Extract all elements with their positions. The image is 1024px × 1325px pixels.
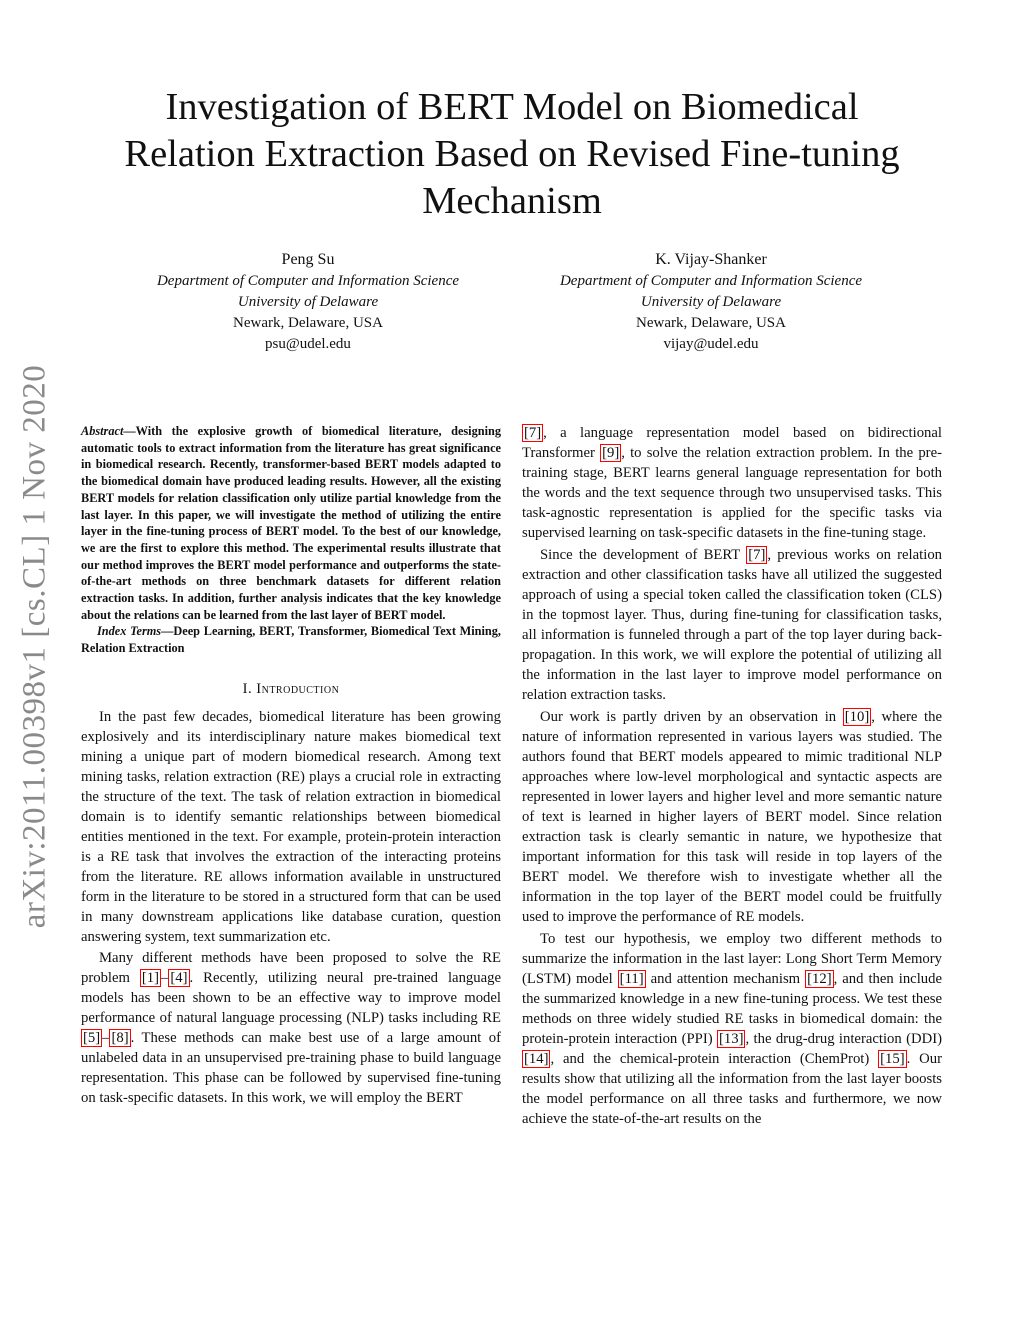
author-name: Peng Su (281, 251, 335, 268)
text-run: – (102, 1029, 110, 1046)
text-run: Many different methods have been proposed to solve the RE problem (81, 949, 501, 986)
index-terms-label: Index Terms (97, 624, 162, 639)
author-department: Department of Computer and Information Science (156, 273, 460, 289)
author-block-2 (521, 248, 901, 355)
author-university: University of Delaware (237, 294, 379, 310)
right-paragraph-3 (522, 707, 942, 927)
right-paragraph-1 (522, 423, 942, 543)
text-run: and attention mechanism (645, 971, 806, 987)
title-line-2: Relation Extraction Based on Revised Fine-tuning (124, 133, 900, 175)
right-paragraph-4 (522, 929, 942, 1129)
text-run: . These methods can make best use of a large amount of unlabeled data in an unsupervised pre-training phase to build language representation. This phase can be followed by supervised fine-tuning on task-specific datasets. In this work, we will employ the BERT (81, 1029, 501, 1106)
text-run: , where the nature of information represented in various layers was studied. The authors found that BERT models appeared to mimic traditional NLP approaches where low-level morphological and syntactic aspects are represented in lower layers and higher level and more semantic nature of text is learned in higher layers of BERT model. Since relation extraction task is clearly semantic in nature, we hypothesize that important information for this task will reside in top layers of the BERT model. We therefore wish to investigate whether all the information in the top layer of the BERT model could be fruitfully used to improve the performance of RE models. (522, 709, 943, 925)
author-department: Department of Computer and Information Science (559, 273, 863, 289)
citation-link[interactable]: [11] (619, 971, 644, 987)
author-email: psu@udel.edu (265, 336, 351, 352)
citation-link[interactable]: [8] (111, 1029, 129, 1046)
index-terms-text: —Deep Learning, BERT, Transformer, Biomedical Text Mining, Relation Extraction (81, 624, 501, 656)
right-column (522, 423, 942, 1129)
author-university: University of Delaware (640, 294, 782, 310)
right-paragraph-2 (522, 545, 942, 705)
intro-paragraph-2 (81, 948, 501, 1108)
citation-link[interactable]: [7] (748, 547, 766, 563)
citation-link[interactable]: [13] (719, 1031, 744, 1047)
abstract (81, 423, 501, 623)
text-run: Our work is partly driven by an observation in (540, 709, 843, 725)
text-run: , a language representation model based on bidirectional Transformer (522, 425, 942, 461)
text-run: To test our hypothesis, we employ two different methods to summarize the information in the last layer: Long Short Term Memory (LSTM) model (522, 931, 942, 987)
text-run: . Our results show that utilizing all the information from the last layer boosts the model performance on all three tasks and furthermore, we now achieve the state-of-the-art results on the (522, 1051, 943, 1127)
arxiv-stamp-text: arXiv:2011.00398v1 [cs.CL] 1 Nov 2020 (16, 364, 53, 928)
abstract-label: Abstract (81, 424, 124, 438)
citation-link[interactable]: [15] (880, 1051, 905, 1067)
left-column (81, 423, 501, 1108)
intro-paragraph-1: In the past few decades, biomedical literature has been growing explosively and its interdisciplinary nature makes biomedical text mining a unique part of modern biomedical research. Among text mining tasks, relation extraction (RE) plays a crucial role in extracting the structure of the text. The task of relation extraction in biomedical domain is to identify semantic relationships between biomedical entities mentioned in the text. For example, protein-protein interaction is a RE task that involves the extraction of the interacting proteins from the literature. RE allows information available in unstructured form in the literature to be stored in a structured form that can be used in many downstream applications like database curation, question answering system, text summarization etc. (81, 708, 501, 945)
citation-link[interactable]: [4] (170, 969, 188, 986)
text-run: , the drug-drug interaction (DDI) (745, 1031, 942, 1047)
section-number: I. (242, 680, 253, 697)
author-location: Newark, Delaware, USA (636, 315, 786, 331)
text-run: , previous works on relation extraction and other classification tasks have all utilized the suggested approach of using a special token called the classification token (CLS) in the topmost layer. Thus, during fine-tuning for classification tasks, all information is funneled through a part of the top layer during back-propagation. In this work, we will explore the potential of utilizing all the information in the last layer to improve model performance on relation extraction tasks. (522, 547, 943, 703)
author-location: Newark, Delaware, USA (233, 315, 383, 331)
text-run: Since the development of BERT (540, 547, 747, 563)
paper-title (80, 84, 944, 225)
title-line-1: Investigation of BERT Model on Biomedical (165, 86, 859, 128)
text-run: , and then include the summarized knowledge in a new fine-tuning process. We test these methods on three widely studied RE tasks in biomedical domain: the protein-protein interaction (PPI) (522, 971, 942, 1047)
citation-link[interactable]: [10] (844, 709, 870, 725)
arxiv-stamp (10, 360, 60, 932)
text-run: , to solve the relation extraction problem. In the pre-training stage, BERT learns general language representation for both the words and the text sequence through two unsupervised tasks. This task-agnostic representation is applied for the specific tasks via supervised learning on task-specific datasets in the fine-tuning stage. (522, 445, 942, 541)
citation-link[interactable]: [7] (524, 425, 542, 441)
citation-link[interactable]: [12] (807, 971, 832, 987)
citation-link[interactable]: [14] (524, 1051, 549, 1067)
abstract-text: —With the explosive growth of biomedical literature, designing automatic tools to extract information from the literature has great significance in biomedical research. Recently, transformer-based BERT models adapted to the biomedical domain have produced leading results. However, all the existing BERT models for relation classification only utilize partial knowledge from the last layer. In this paper, we will investigate the method of utilizing the entire layer in the fine-tuning process of BERT model. To the best of our knowledge, we are the first to explore this method. The experimental results illustrate that our method improves the BERT model performance and outperforms the state-of-the-art methods on three benchmark datasets for different relation extraction tasks. In addition, further analysis indicates that the key knowledge about the relations can be learned from the last layer of BERT model. (81, 424, 501, 622)
author-name: K. Vijay-Shanker (655, 251, 767, 268)
citation-link[interactable]: [1] (141, 969, 160, 986)
text-run: – (161, 969, 169, 986)
section-heading (81, 679, 501, 699)
text-run: . Recently, utilizing neural pre-trained language models has been shown to be an effective way to improve model performance of natural language processing (NLP) tasks including RE (81, 969, 501, 1026)
author-block-1 (118, 248, 498, 355)
title-line-3: Mechanism (422, 180, 602, 222)
author-email: vijay@udel.edu (663, 336, 759, 352)
section-title: Introduction (256, 680, 340, 697)
citation-link[interactable]: [9] (602, 445, 620, 461)
index-terms (81, 623, 501, 656)
citation-link[interactable]: [5] (83, 1029, 101, 1046)
text-run: , and the chemical-protein interaction (ChemProt) (550, 1051, 879, 1067)
